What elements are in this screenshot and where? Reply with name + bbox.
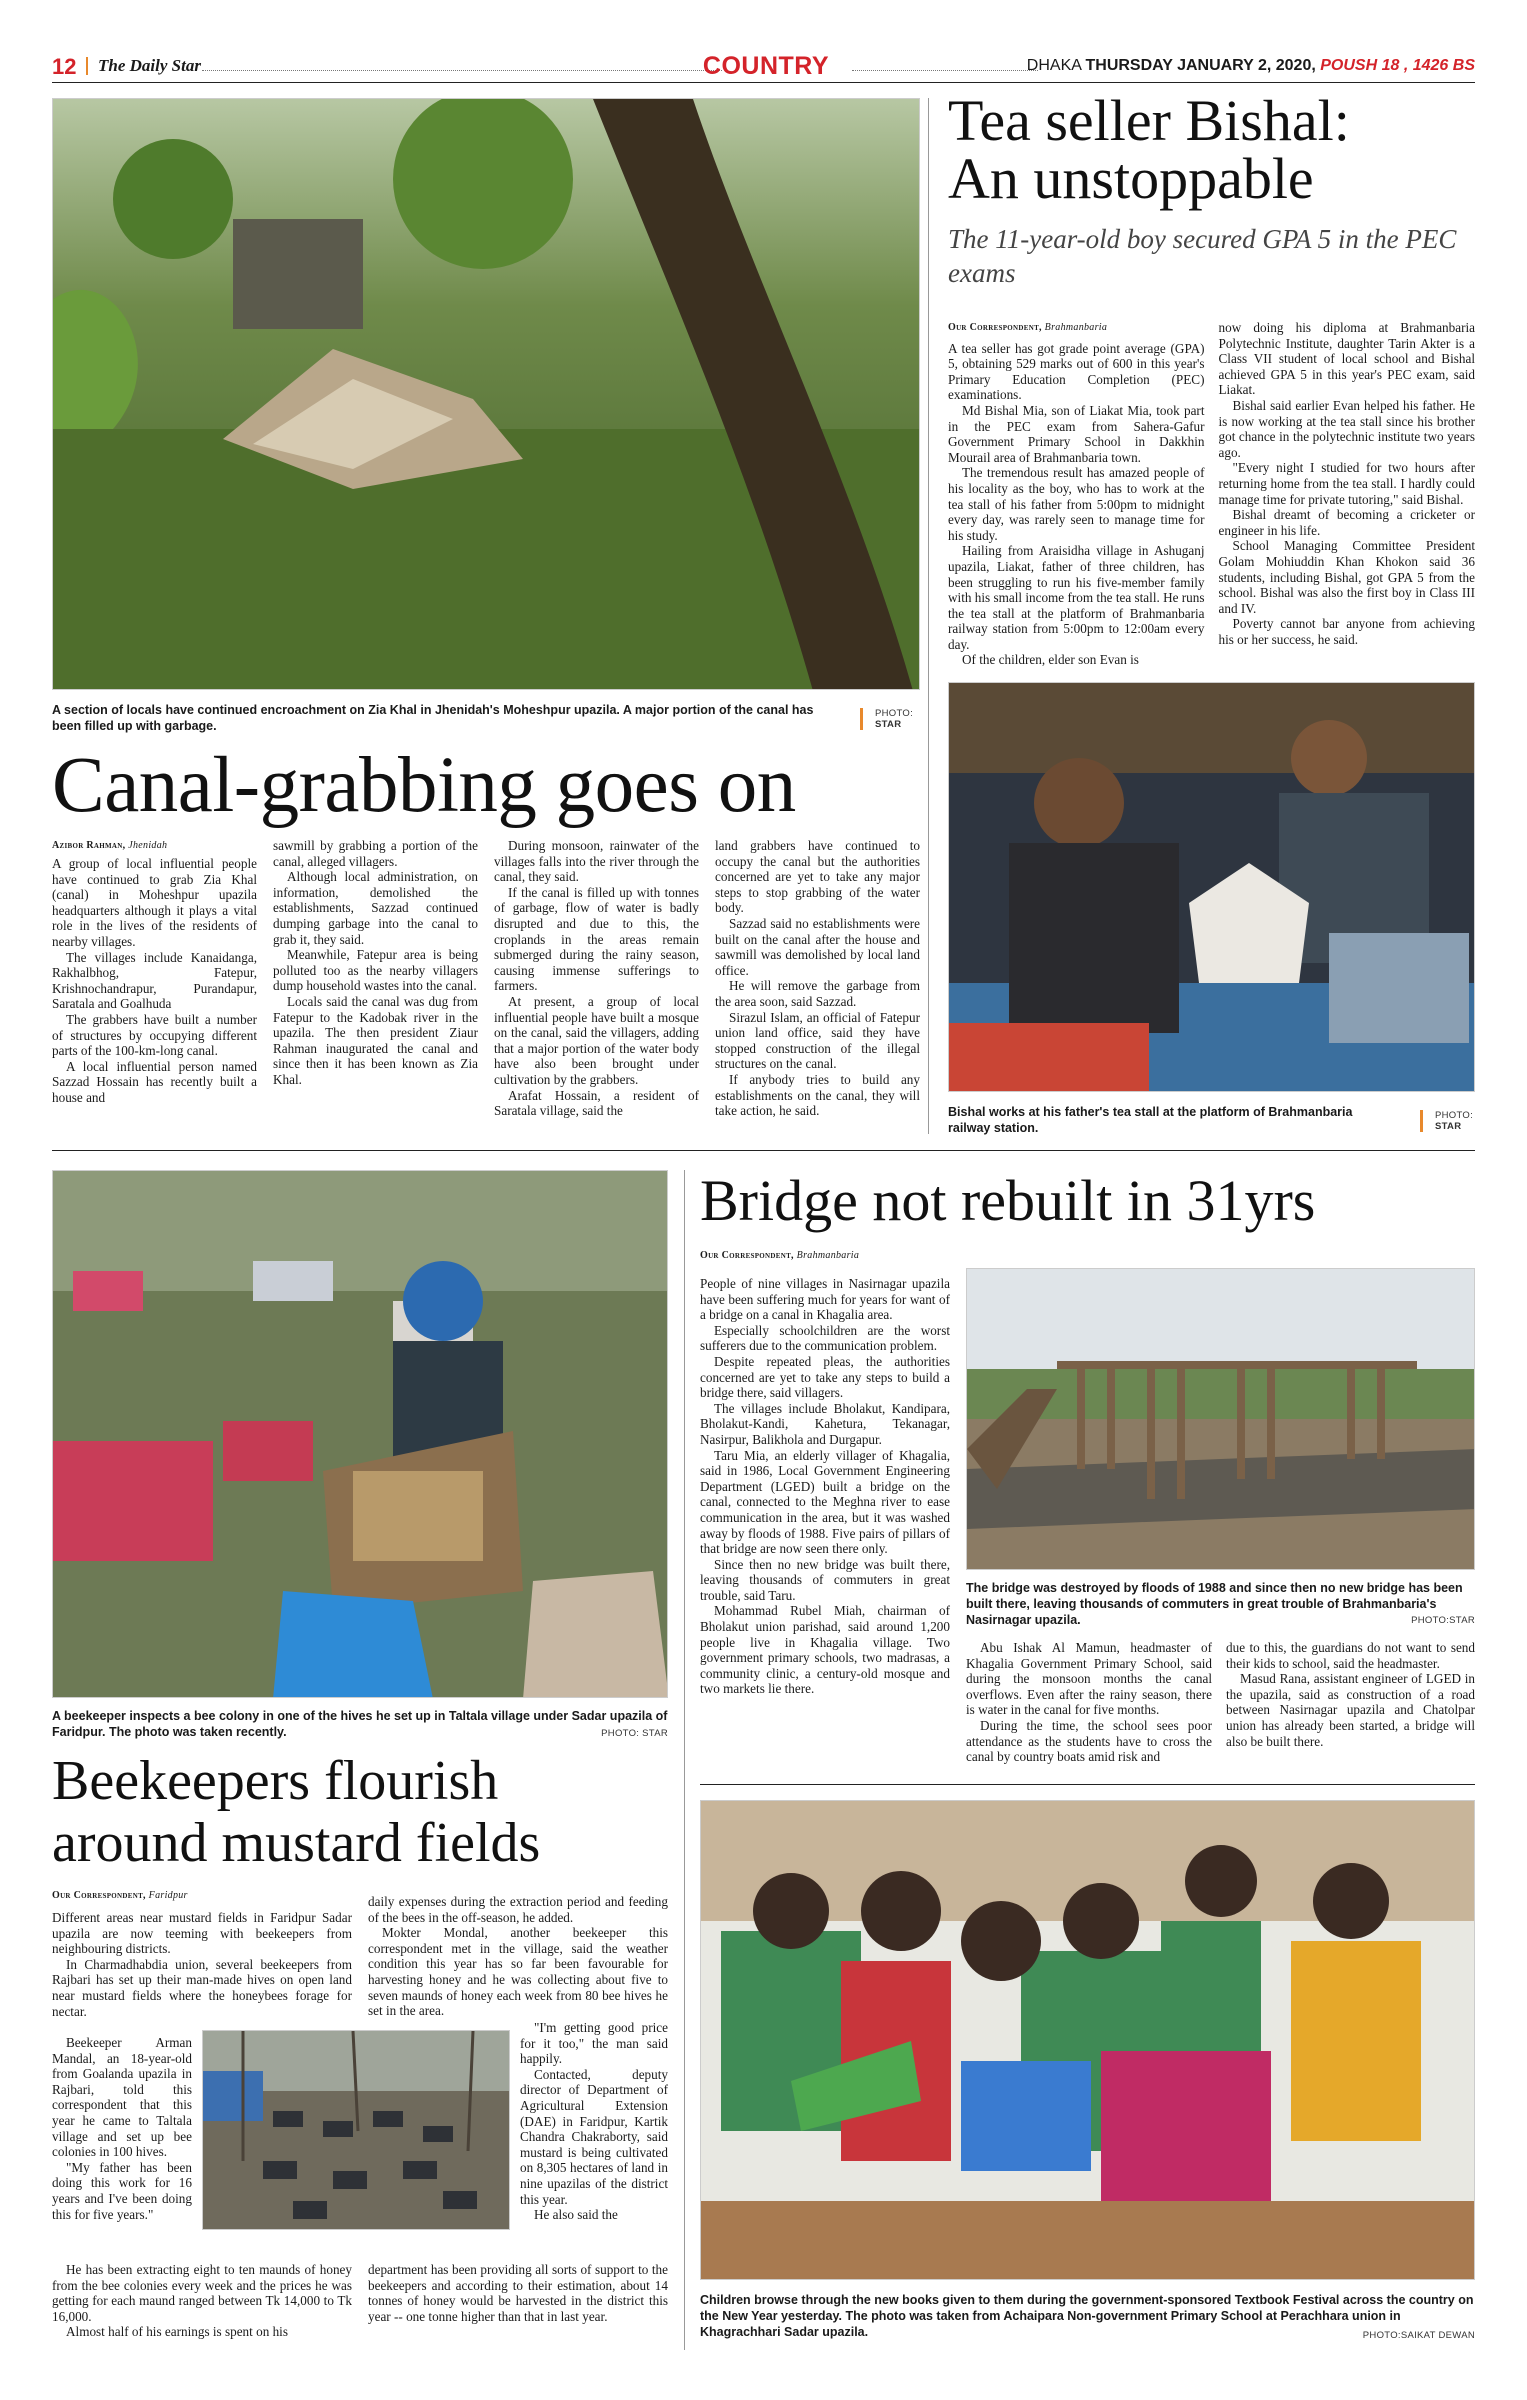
dateline-city: DHAKA [1026, 57, 1082, 74]
credit-label: PHOTO: [875, 708, 914, 719]
bridge-photo-caption: The bridge was destroyed by floods of 1988 and since then no new bridge has been built there, leaving thousands of commuters in great trouble of Brahmanbaria's Nasirnagar upazila. [966, 1581, 1463, 1627]
bee-photo-credit: PHOTO: STAR [601, 1728, 668, 1739]
masthead-logo: The Daily Star [98, 56, 201, 75]
canal-photo [52, 98, 920, 690]
canal-col-1: A group of local influential people have continued to grab Zia Khal (canal) in Moheshpur upazila headquarters although it plays a vital role in the lives of the residents of nearby villages. The villages include Kanaidanga, Rakhalbhog, Fatepur, Krishnochandrapur, Purandapur, Saratala and Goalhuda The grabbers have built a number of structures by occupying different parts of the 100-km-long canal. A local influential person named Sazzad Hossain has recently built a house and [52, 856, 257, 1105]
tea-story [948, 88, 1475, 290]
header-dotted-rule-right [852, 70, 1038, 71]
tea-subhead: The 11-year-old boy secured GPA 5 in the PEC exams [948, 224, 1457, 288]
bee-col-1-bottom: He has been extracting eight to ten maunds of honey from the bee colonies every week and the prices he was getting for each maund ranged between Tk 14,000 to Tk 16,000. Almost half of his earnings is spent on his [52, 2262, 352, 2340]
kids-photo-caption: Children browse through the new books given to them during the government-sponsored Textbook Festival across the country on the New Year yesterday. The photo was taken from Achaipara Non-government Primary School at Perachhara union in Khagrachhari Sadar upazila. [700, 2293, 1474, 2339]
credit-bar [860, 708, 863, 730]
bridge-photo-credit: PHOTO:STAR [1411, 1615, 1475, 1626]
kids-photo-credit: PHOTO:SAIKAT DEWAN [1362, 2330, 1475, 2341]
bee-headline: Beekeepers flourish around mustard fields [52, 1750, 541, 1874]
mid-page-rule [52, 1150, 1475, 1151]
bridge-headline: Bridge not rebuilt in 31yrs [700, 1168, 1316, 1233]
bee-col-1-top: Different areas near mustard fields in Faridpur Sadar upazila are now teeming with beekeepers from neighbouring districts. In Charmadhabdia union, several beekeepers from Rajbari has set up their man-made hives on open land near mustard fields where the honeybees forage for nectar. [52, 1910, 352, 2019]
canal-col-4: land grabbers have continued to occupy the canal but the authorities concerned are yet to take any major steps to stop grabbing of the water body. Sazzad said no establishments were built on the canal after the house and sawmill was demolished by local land office. He will remove the garbage from the area soon, said Sazzad. Sirazul Islam, an official of Fatepur union land office, said they have stopped construction of the illegal structures on the canal. If anybody tries to build any establishments on the canal, they will take action, he said. [715, 838, 920, 1119]
canal-col-3: During monsoon, rainwater of the villages falls into the river through the canal, they said. If the canal is filled up with tonnes of garbage, flow of water is badly disrupted and due to this, the croplands in the areas remain submerged during the rainy season, causing immense sufferings to farmers. At present, a group of local influential people have built a mosque on the canal, said the villagers, adding that a major portion of the water body have also been brought under cultivation by the grabbers. Arafat Hossain, a resident of Saratala village, said the [494, 838, 699, 1119]
credit-name: STAR [875, 719, 902, 730]
tea-col-2: now doing his diploma at Brahmanbaria Polytechnic Institute, daughter Tarin Akter is a Class VII student of local school and Bishal achieved GPA 5 in this year's PEC exam, said Liakat. Bishal said earlier Evan helped his father. He is now working at the tea stall since his brother got chance in the polytechnic institute two years ago. "Every night I studied for two hours after returning home from the tea stall. I hardly could manage time for private tutoring," said Bishal. Bishal dreamt of becoming a cricketer or engineer in his life. School Managing Committee President Golam Mohiuddin Khan Khokon said 36 students, including Bishal, got GPA 5 from the school. Bishal was also the first boy in Class III and IV. Poverty cannot bar anyone from achieving his or her success, he said. [1218, 320, 1475, 647]
section-title: COUNTRY [702, 52, 830, 80]
vertical-divider-top [928, 98, 929, 1134]
bee-photo [52, 1170, 668, 1698]
bridge-col-3: due to this, the guardians do not want to send their kids to school, said the headmaster. Masud Rana, assistant engineer of LGED in the upazila, said as construction of a road between Nasirnagar upazila and Chatolpar union has already been started, a bridge will also be built there. [1226, 1640, 1475, 1749]
bee-col-2-narrow: "I'm getting good price for it too," the man said happily. Contacted, deputy director of Department of Agricultural Extension (DAE) in Faridpur, Kartik Chandra Chakraborty, said mustard is being cultivated on 8,305 hectares of land in nine upazilas of the district this year. He also said the [520, 2020, 668, 2223]
bee-byline: Our Correspondent, Faridpur [52, 1890, 188, 1901]
header-dotted-rule-left [202, 70, 722, 71]
bee-col-2-top: daily expenses during the extraction period and feeding of the bees in the off-season, he added. Mokter Mondal, another beekeeper this correspondent met in the village, said the weather condition this year has so far been favourable for harvesting honey and he was collecting about five to seven maunds of honey each week from 80 bee hives he set in the area. [368, 1894, 668, 2019]
bridge-bottom-rule [700, 1784, 1475, 1785]
bridge-col-2: Abu Ishak Al Mamun, headmaster of Khagalia Government Primary School, said during the monsoon months the canal overflows. Even after the rainy season, there is water in the canal for five months. During the time, the school sees poor attendance as the students have to cross the canal by country boats amid risk and [966, 1640, 1212, 1765]
vertical-divider-bottom [684, 1170, 685, 2350]
credit-bar [1420, 1110, 1423, 1132]
kids-photo [700, 1800, 1475, 2280]
bridge-byline: Our Correspondent, Brahmanbaria [700, 1250, 860, 1261]
canal-photo-credit [860, 708, 913, 732]
dateline-bangla: POUSH 18 , 1426 BS [1320, 57, 1475, 74]
tea-headline: Tea seller Bishal: An unstoppable [948, 88, 1350, 211]
canal-headline: Canal-grabbing goes on [52, 742, 796, 829]
bridge-col-1: People of nine villages in Nasirnagar upazila have been suffering much for years for want of a bridge on a canal in Khagalia area. Especially schoolchildren are the worst sufferers due to the communication problem. Despite repeated pleas, the authorities concerned are yet to take any steps to build a bridge there, said villagers. The villages include Bholakut, Kandipara, Bholakut-Kandi, Kahetura, Tekanagar, Nasirpur, Balikhola and Durgapur. Taru Mia, an elderly villager of Khagalia, said in 1986, Local Government Engineering Department (LGED) built a bridge on the canal, connected to the Meghna river to ease communication in the area, but it was washed away by floods of 1988. Five pairs of pillars of that bridge are now seen there only. Since then no new bridge was built there, leaving thousands of commuters in great trouble, said Taru. Mohammad Rubel Miah, chairman of Bholakut union parishad, said around 1,200 people live in Khagalia village. Two government primary schools, two madrasas, a community clinic, a century-old mosque and two markets lie there. [700, 1276, 950, 1697]
header-separator [86, 57, 88, 75]
bee-inset-photo [202, 2030, 510, 2230]
tea-photo [948, 682, 1475, 1092]
canal-byline: Azibor Rahman, Jhenidah [52, 840, 168, 851]
page-number: 12 [52, 54, 77, 79]
header-rule [52, 82, 1475, 83]
credit-name: STAR [1435, 1121, 1462, 1132]
bee-col-2-bottom: department has been providing all sorts of support to the beekeepers and according to their estimation, about 14 tonnes of honey would be harvested in the district this year -- one tonne higher than that in last year. [368, 2262, 668, 2324]
bee-col-1-narrow: Beekeeper Arman Mandal, an 18-year-old from Goalanda upazila in Rajbari, told this correspondent that this year he came to Taltala village and set up bee colonies in 100 hives. "My father has been doing this work for 16 years and I've been doing this for five years." [52, 2035, 192, 2222]
bridge-photo [966, 1268, 1475, 1570]
credit-label: PHOTO: [1435, 1110, 1474, 1121]
canal-story [52, 840, 920, 1119]
dateline [1027, 57, 1475, 75]
bee-photo-caption: A beekeeper inspects a bee colony in one of the hives he set up in Taltala village under Sadar upazila of Faridpur. The photo was taken recently. [52, 1709, 668, 1739]
tea-photo-caption: Bishal works at his father's tea stall at the platform of Brahmanbaria railway station. [948, 1105, 1353, 1135]
canal-col-2: sawmill by grabbing a portion of the canal, alleged villagers. Although local administration, on information, demolished the establishments, Sazzad continued dumping garbage into the canal to grab it, they said. Meanwhile, Fatepur area is being polluted too as the nearby villagers dump household wastes into the canal. Locals said the canal was dug from Fatepur to the Kadobak river in the upazila. The then president Ziaur Rahman inaugurated the canal and since then it has been known as Zia Khal. [273, 838, 478, 1087]
dateline-date: THURSDAY JANUARY 2, 2020, [1085, 57, 1316, 74]
tea-col-1: Our Correspondent, Brahmanbaria A tea seller has got grade point average (GPA) 5, obtaining 529 marks out of 600 in this year's Primary Education Completion (PEC) examinations. Md Bishal Mia, son of Liakat Mia, took part in the PEC exam from Sahera-Gafur Government Primary School in Dakkhin Mourail area of Brahmanbaria town. The tremendous result has amazed people of his locality as the boy, who has to work at the tea stall of his father from 5:00pm to midnight every day, was rarely seen to manage time for his study. Hailing from Araisidha village in Ashuganj upazila, Liakat, father of three children, has been struggling to run his five-member family with his small income from the tea stall. He runs the tea stall at the platform of Brahmanbaria railway station from 5:00pm to 12:00am every day. Of the children, elder son Evan is [948, 322, 1205, 668]
tea-byline: Our Correspondent, Brahmanbaria [948, 322, 1108, 333]
page-header [52, 52, 1475, 80]
canal-photo-caption: A section of locals have continued encroachment on Zia Khal in Jhenidah's Moheshpur upazila. A major portion of the canal has been filled up with garbage. [52, 703, 814, 733]
tea-photo-credit [1420, 1110, 1473, 1134]
